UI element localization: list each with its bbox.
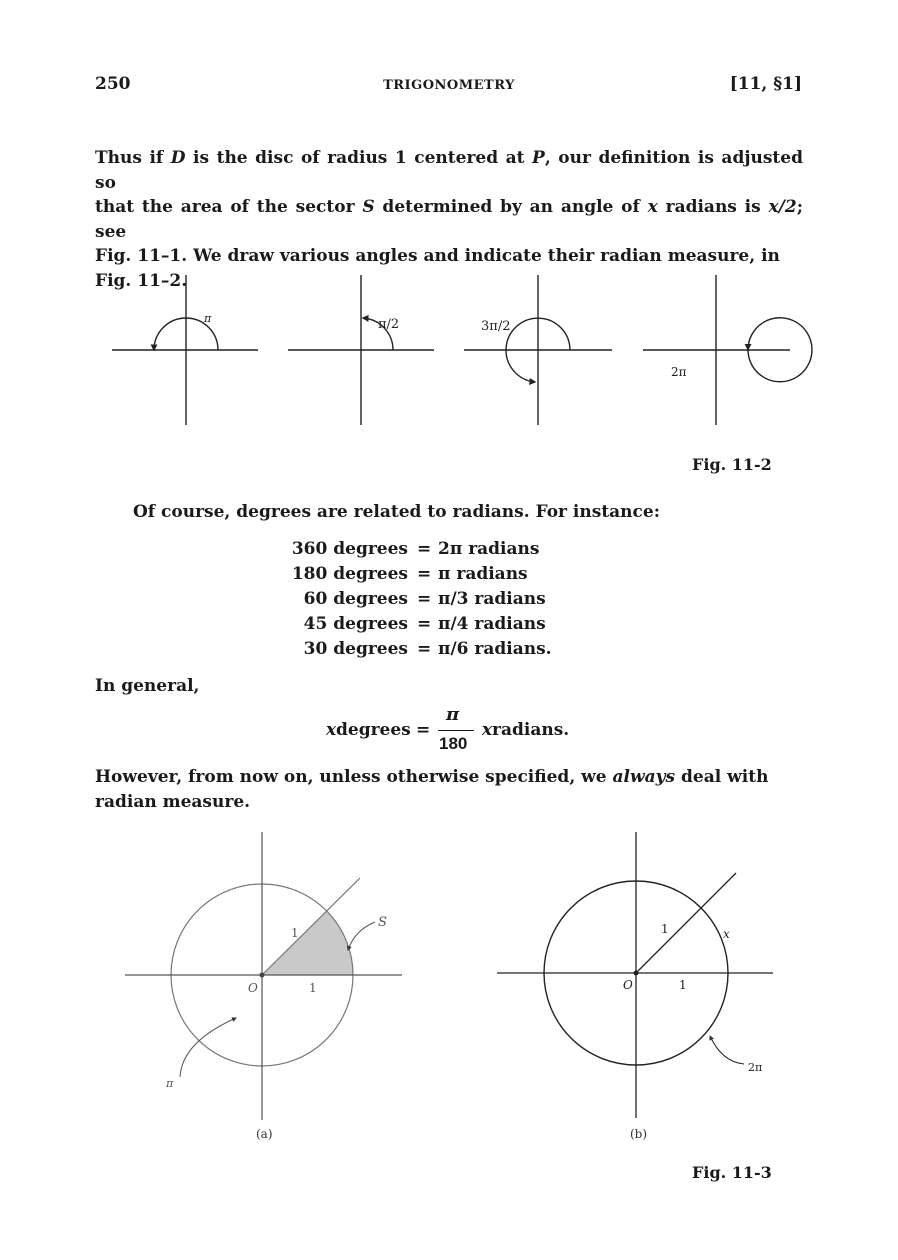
paragraph-degrees-radians: Of course, degrees are related to radians. For instance:	[133, 502, 660, 522]
conversion-row: 30 degrees = π/6 radians.	[303, 639, 552, 659]
section-reference: [11, §1]	[729, 74, 802, 94]
text-line: radian measure.	[95, 791, 251, 812]
angle-two-pi-diagram	[643, 275, 812, 425]
fraction-bar	[438, 730, 474, 731]
angle-half-pi-diagram	[288, 275, 434, 425]
label-two-pi: 2π	[671, 365, 687, 379]
angle-three-half-pi-diagram	[464, 275, 612, 425]
panel-a-origin-label: O	[248, 981, 258, 995]
conversion-row: 45 degrees = π/4 radians	[303, 614, 546, 634]
panel-a-arc-label: π	[166, 1077, 174, 1090]
text-line: that the area of the sector S determined by an angle of x radians is x/2; see	[95, 197, 803, 242]
text-line: Fig. 11–2.	[95, 270, 188, 291]
sector-s	[262, 911, 353, 975]
text-line: However, from now on, unless otherwise specified, we always deal with	[95, 767, 769, 787]
panel-a-sector-label: S	[378, 915, 387, 930]
text-line: Thus if D is the disc of radius 1 centered at P, our definition is adjusted so	[95, 148, 803, 193]
label-pi: π	[204, 312, 212, 325]
paragraph-radian-measure	[95, 765, 803, 814]
figure-11-2-caption: Fig. 11-2	[692, 455, 772, 474]
panel-b-origin-label: O	[623, 978, 633, 992]
figure-11-3	[0, 830, 898, 1150]
conversion-row: 60 degrees = π/3 radians	[303, 589, 546, 609]
figure-11-2	[0, 270, 898, 440]
panel-a-axis-label: 1	[309, 981, 317, 995]
paragraph-in-general: In general,	[95, 676, 200, 696]
panel-b-angle-label: x	[723, 927, 730, 941]
label-half-pi: π/2	[378, 317, 400, 332]
conversion-row: 360 degrees = 2π radians	[291, 539, 540, 559]
general-formula: x degrees = π 180 x radians.	[326, 704, 570, 753]
conversion-row: 180 degrees = π radians	[291, 564, 528, 584]
text-line: Fig. 11–1. We draw various angles and indicate their radian measure, in	[95, 246, 780, 266]
label-three-half-pi: 3π/2	[481, 319, 511, 334]
panel-a-radius-label: 1	[291, 926, 299, 940]
panel-a-sublabel: (a)	[256, 1127, 273, 1141]
panel-b-diagram	[497, 832, 773, 1118]
panel-b-sublabel: (b)	[630, 1127, 648, 1141]
running-title: TRIGONOMETRY	[383, 78, 515, 93]
panel-b-axis-label: 1	[679, 978, 687, 992]
angle-pi-diagram	[112, 275, 258, 425]
panel-b-arc-label: 2π	[748, 1061, 763, 1074]
panel-b-radius-label: 1	[661, 922, 669, 936]
page-number: 250	[95, 74, 131, 94]
figure-11-3-caption: Fig. 11-3	[692, 1163, 772, 1182]
